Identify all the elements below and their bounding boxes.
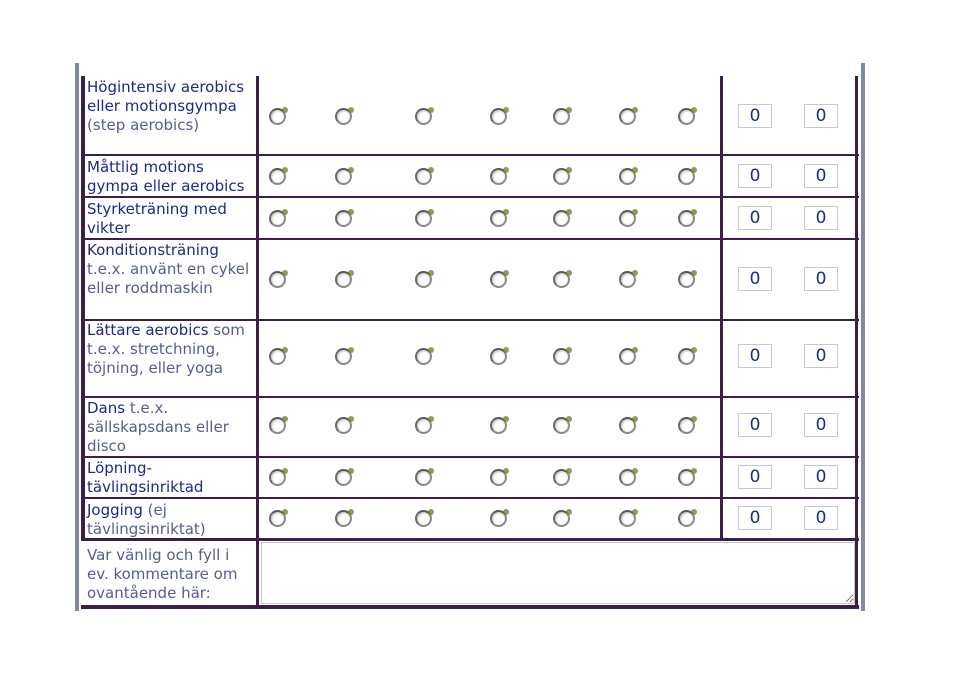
rating-radio-8-4[interactable] bbox=[490, 510, 507, 527]
rating-radio-5-5[interactable] bbox=[553, 348, 570, 365]
rating-radio-8-1[interactable] bbox=[269, 510, 286, 527]
rating-radio-3-1[interactable] bbox=[269, 210, 286, 227]
rating-radio-5-6[interactable] bbox=[619, 348, 636, 365]
value-box-2: 0 bbox=[804, 413, 838, 437]
value-box-1: 0 bbox=[738, 104, 772, 128]
value-box-2: 0 bbox=[804, 344, 838, 368]
right-frame-bar bbox=[861, 63, 865, 611]
rating-radio-3-4[interactable] bbox=[490, 210, 507, 227]
rating-radio-2-5[interactable] bbox=[553, 168, 570, 185]
value-box-2: 0 bbox=[804, 506, 838, 530]
bottom-border bbox=[81, 605, 859, 609]
rating-radio-4-6[interactable] bbox=[619, 271, 636, 288]
rating-radio-2-7[interactable] bbox=[678, 168, 695, 185]
rating-radio-2-2[interactable] bbox=[335, 168, 352, 185]
rating-radio-8-3[interactable] bbox=[415, 510, 432, 527]
activity-label: Lättare aerobics som t.e.x. stretchning, töjning, eller yoga bbox=[87, 321, 245, 377]
rating-radio-1-4[interactable] bbox=[490, 108, 507, 125]
activity-label: Löpning-tävlingsinriktad bbox=[87, 459, 204, 496]
value-box-1: 0 bbox=[738, 465, 772, 489]
value-box-2: 0 bbox=[804, 465, 838, 489]
comment-textarea[interactable] bbox=[261, 542, 855, 604]
rating-radio-5-1[interactable] bbox=[269, 348, 286, 365]
rating-radio-4-5[interactable] bbox=[553, 271, 570, 288]
activity-label: Dans t.e.x. sällskapsdans eller disco bbox=[87, 399, 229, 455]
rating-radio-4-7[interactable] bbox=[678, 271, 695, 288]
rating-radio-6-2[interactable] bbox=[335, 417, 352, 434]
right-border bbox=[855, 76, 858, 609]
rating-radio-3-7[interactable] bbox=[678, 210, 695, 227]
rating-radio-7-7[interactable] bbox=[678, 469, 695, 486]
rating-radio-5-4[interactable] bbox=[490, 348, 507, 365]
rating-radio-8-2[interactable] bbox=[335, 510, 352, 527]
activity-label: Konditionsträning t.e.x. använt en cykel eller roddmaskin bbox=[87, 241, 250, 297]
rating-radio-6-6[interactable] bbox=[619, 417, 636, 434]
rating-radio-2-1[interactable] bbox=[269, 168, 286, 185]
rating-radio-1-2[interactable] bbox=[335, 108, 352, 125]
activity-label: Jogging (ej tävlingsinriktat) bbox=[87, 501, 206, 538]
rating-radio-8-5[interactable] bbox=[553, 510, 570, 527]
rating-radio-4-3[interactable] bbox=[415, 271, 432, 288]
row-divider bbox=[81, 538, 859, 541]
label-column-divider bbox=[256, 76, 259, 609]
rating-radio-2-4[interactable] bbox=[490, 168, 507, 185]
value-box-1: 0 bbox=[738, 413, 772, 437]
rating-radio-4-1[interactable] bbox=[269, 271, 286, 288]
value-box-1: 0 bbox=[738, 164, 772, 188]
rating-radio-7-5[interactable] bbox=[553, 469, 570, 486]
rating-radio-4-4[interactable] bbox=[490, 271, 507, 288]
rating-radio-6-1[interactable] bbox=[269, 417, 286, 434]
rating-radio-2-6[interactable] bbox=[619, 168, 636, 185]
rating-radio-7-4[interactable] bbox=[490, 469, 507, 486]
rating-radio-1-5[interactable] bbox=[553, 108, 570, 125]
value-box-2: 0 bbox=[804, 164, 838, 188]
rating-radio-6-3[interactable] bbox=[415, 417, 432, 434]
activity-label: Måttlig motions gympa eller aerobics bbox=[87, 158, 245, 195]
value-box-2: 0 bbox=[804, 267, 838, 291]
rating-radio-3-5[interactable] bbox=[553, 210, 570, 227]
value-box-2: 0 bbox=[804, 104, 838, 128]
value-box-1: 0 bbox=[738, 206, 772, 230]
rating-radio-1-7[interactable] bbox=[678, 108, 695, 125]
left-frame-bar bbox=[75, 63, 79, 611]
rating-radio-4-2[interactable] bbox=[335, 271, 352, 288]
activity-survey-form bbox=[81, 76, 859, 608]
value-box-1: 0 bbox=[738, 344, 772, 368]
comment-label: Var vänlig och fyll i ev. kommentare om ovantående här: bbox=[87, 546, 238, 602]
rating-radio-8-7[interactable] bbox=[678, 510, 695, 527]
rating-radio-7-3[interactable] bbox=[415, 469, 432, 486]
radio-column-divider bbox=[720, 76, 723, 540]
rating-radio-6-4[interactable] bbox=[490, 417, 507, 434]
rating-radio-5-7[interactable] bbox=[678, 348, 695, 365]
value-box-1: 0 bbox=[738, 267, 772, 291]
rating-radio-6-7[interactable] bbox=[678, 417, 695, 434]
rating-radio-1-1[interactable] bbox=[269, 108, 286, 125]
activity-label: Styrketräning med vikter bbox=[87, 200, 227, 237]
rating-radio-3-3[interactable] bbox=[415, 210, 432, 227]
rating-radio-1-6[interactable] bbox=[619, 108, 636, 125]
rating-radio-7-1[interactable] bbox=[269, 469, 286, 486]
value-box-2: 0 bbox=[804, 206, 838, 230]
rating-radio-7-6[interactable] bbox=[619, 469, 636, 486]
rating-radio-6-5[interactable] bbox=[553, 417, 570, 434]
rating-radio-5-3[interactable] bbox=[415, 348, 432, 365]
rating-radio-7-2[interactable] bbox=[335, 469, 352, 486]
rating-radio-8-6[interactable] bbox=[619, 510, 636, 527]
activity-label: Högintensiv aerobics eller motionsgympa (step aerobics) bbox=[87, 78, 245, 134]
value-box-1: 0 bbox=[738, 506, 772, 530]
rating-radio-3-6[interactable] bbox=[619, 210, 636, 227]
rating-radio-1-3[interactable] bbox=[415, 108, 432, 125]
rating-radio-2-3[interactable] bbox=[415, 168, 432, 185]
rating-radio-3-2[interactable] bbox=[335, 210, 352, 227]
rating-radio-5-2[interactable] bbox=[335, 348, 352, 365]
